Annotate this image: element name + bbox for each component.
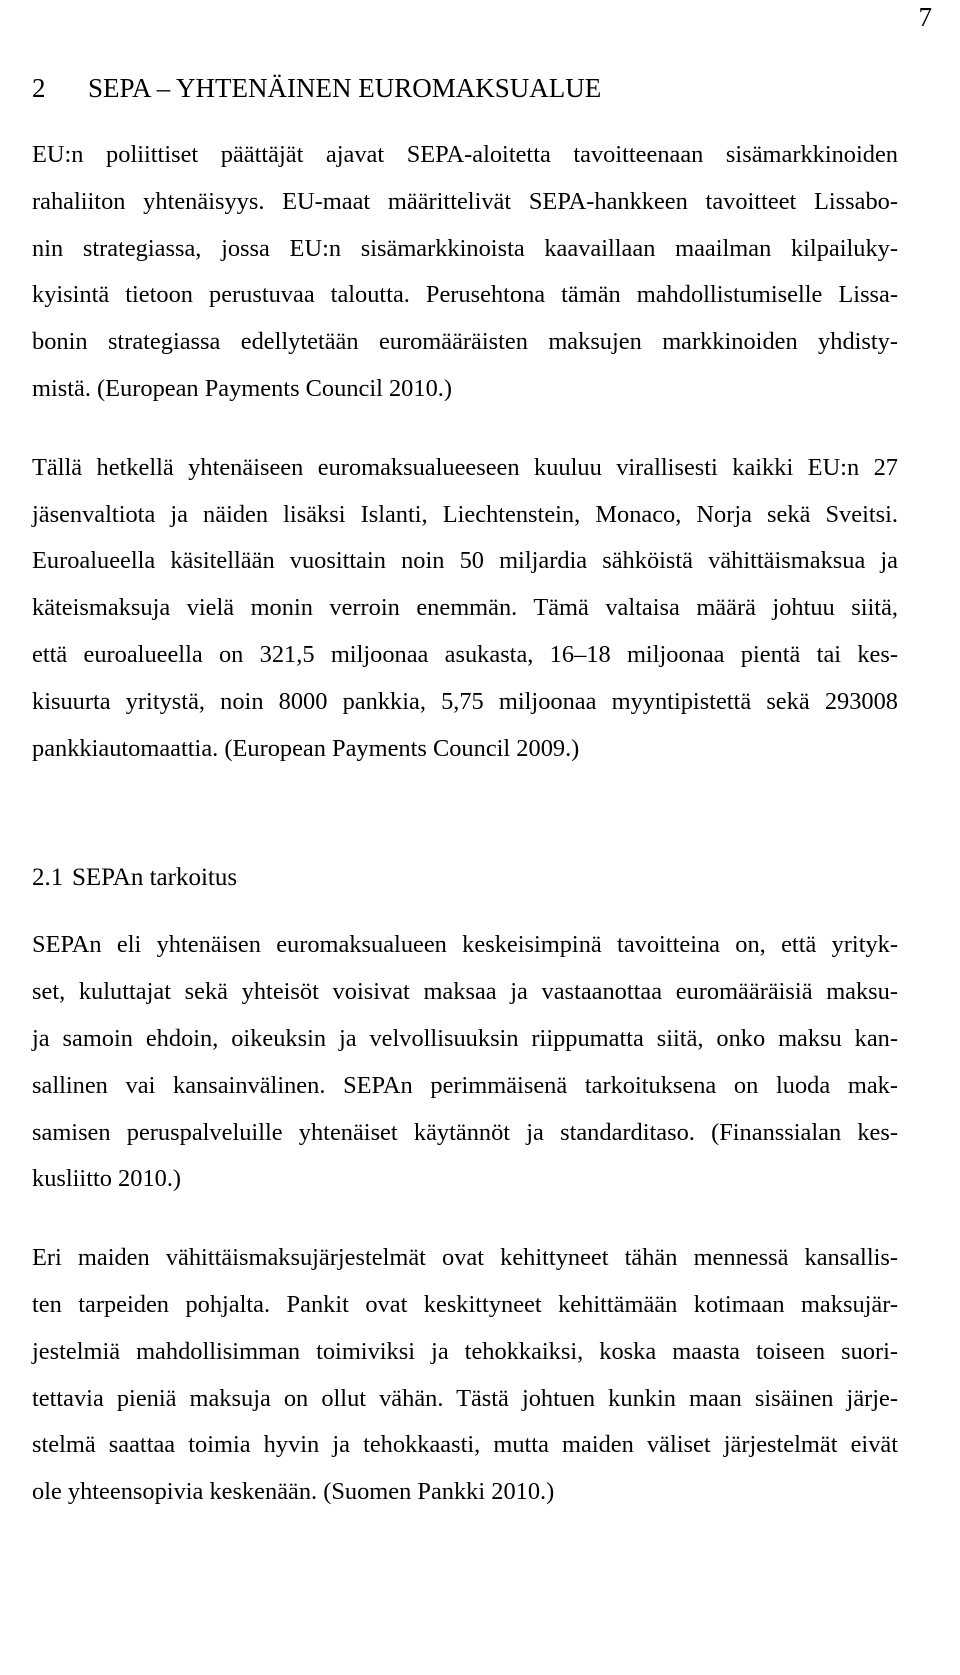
text-line: EU:n poliittiset päättäjät ajavat SEPA-aloitetta tavoitteenaan sisämarkkinoiden bbox=[32, 141, 898, 168]
text-line: käteismaksuja vielä monin verroin enemmän. Tämä valtaisa määrä johtuu siitä, bbox=[32, 594, 898, 622]
chapter-title: SEPA – YHTENÄINEN EUROMAKSUALUE bbox=[88, 73, 602, 103]
text-line: sallinen vai kansainvälinen. SEPAn perimmäisenä tarkoituksena on luoda mak- bbox=[32, 1071, 898, 1099]
paragraph-3 bbox=[32, 922, 898, 1203]
text-line: Eri maiden vähittäismaksujärjestelmät ovat kehittyneet tähän mennessä kansallis- bbox=[32, 1244, 898, 1272]
text-line: set, kuluttajat sekä yhteisöt voisivat maksaa ja vastaanottaa euromääräisiä maksu- bbox=[32, 978, 898, 1006]
text-line: jäsenvaltiota ja näiden lisäksi Islanti, Liechtenstein, Monaco, Norja sekä Sveitsi. bbox=[32, 500, 898, 528]
paragraph-4 bbox=[32, 1235, 898, 1516]
paragraph-2 bbox=[32, 445, 898, 773]
text-line: Tällä hetkellä yhtenäiseen euromaksualueeseen kuuluu virallisesti kaikki EU:n 27 bbox=[32, 453, 898, 481]
text-line: kyisintä tietoon perustuvaa taloutta. Perusehtona tämän mahdollistumiselle Lissa- bbox=[32, 281, 898, 309]
section-number: 2.1 bbox=[32, 864, 64, 892]
text-line: tettavia pieniä maksuja on ollut vähän. Tästä johtuen kunkin maan sisäinen järje- bbox=[32, 1384, 898, 1412]
document-body bbox=[32, 66, 898, 1516]
paragraph-1 bbox=[32, 132, 898, 413]
page-number: 7 bbox=[918, 2, 932, 32]
text-line: stelmä saattaa toimia hyvin ja tehokkaasti, mutta maiden väliset järjestelmät eivät bbox=[32, 1431, 898, 1459]
text-line: mistä. (European Payments Council 2010.) bbox=[32, 374, 452, 402]
text-line: nin strategiassa, jossa EU:n sisämarkkinoista kaavaillaan maailman kilpailuky- bbox=[32, 234, 898, 262]
text-line: jestelmiä mahdollisimman toimiviksi ja tehokkaiksi, koska maasta toiseen suori- bbox=[32, 1337, 898, 1365]
text-line: pankkiautomaattia. (European Payments Council 2009.) bbox=[32, 734, 580, 762]
text-line: rahaliiton yhtenäisyys. EU-maat määrittelivät SEPA-hankkeen tavoitteet Lissabo- bbox=[32, 187, 898, 215]
text-line: kusliitto 2010.) bbox=[32, 1165, 182, 1193]
text-line: Euroalueella käsitellään vuosittain noin 50 miljardia sähköistä vähittäismaksua ja bbox=[32, 547, 898, 575]
text-line: samisen peruspalveluille yhtenäiset käytännöt ja standarditaso. (Finanssialan kes- bbox=[32, 1118, 898, 1146]
text-line: SEPAn eli yhtenäisen euromaksualueen keskeisimpinä tavoitteina on, että yrityk- bbox=[32, 931, 898, 959]
chapter-heading bbox=[32, 66, 898, 110]
text-line: bonin strategiassa edellytetään euromääräisten maksujen markkinoiden yhdisty- bbox=[32, 328, 898, 356]
section-title: SEPAn tarkoitus bbox=[72, 864, 238, 892]
text-line: ja samoin ehdoin, oikeuksin ja velvollisuuksin riippumatta siitä, onko maksu kan- bbox=[32, 1024, 898, 1052]
chapter-number: 2 bbox=[32, 73, 46, 103]
text-line: ole yhteensopivia keskenään. (Suomen Pankki 2010.) bbox=[32, 1478, 555, 1506]
text-line: kisuurta yritystä, noin 8000 pankkia, 5,75 miljoonaa myyntipistettä sekä 293008 bbox=[32, 687, 898, 715]
text-line: ten tarpeiden pohjalta. Pankit ovat keskittyneet kehittämään kotimaan maksujär- bbox=[32, 1290, 898, 1318]
text-line: että euroalueella on 321,5 miljoonaa asukasta, 16–18 miljoonaa pientä tai kes- bbox=[32, 640, 898, 668]
section-heading bbox=[32, 856, 898, 900]
